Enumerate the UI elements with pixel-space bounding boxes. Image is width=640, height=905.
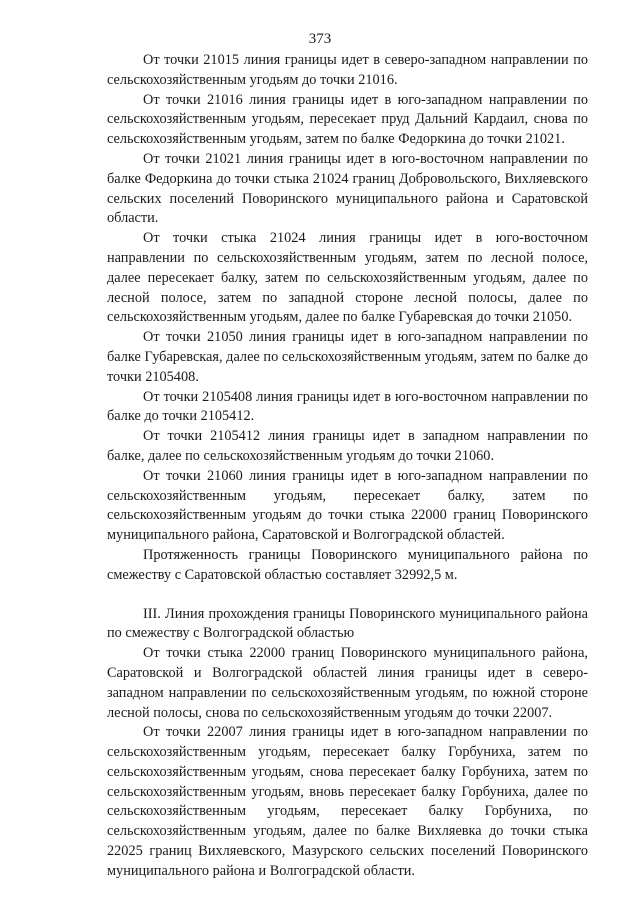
paragraph: От точки 2105412 линия границы идет в западном направлении по балке, далее по сельскохозяйственным угодьям до точки 21060. xyxy=(107,428,588,464)
paragraph: От точки 21050 линия границы идет в юго-западном направлении по балке Губаревская, далее по сельскохозяйственным угодьям, затем по балке до точки 2105408. xyxy=(107,329,588,385)
paragraph: От точки 22007 линия границы идет в юго-западном направлении по сельскохозяйственным угодьям, пересекает балку Горбуниха, затем по сельскохозяйственным угодьям, снова пересекает балку Горбуниха, затем по сельскохозяйственным угодьям, вновь пересекает балку Горбуниха, далее по сельскохозяйственным угодьям, пересекает балку Горбуниха, по сельскохозяйственным угодьям, далее по балке Вихляевка до точки стыка 22025 границ Вихляевского, Мазурского сельских поселений Поворинского муниципального района и Волгоградской области. xyxy=(107,724,588,879)
paragraph: От точки стыка 21024 линия границы идет в юго-восточном направлении по сельскохозяйственным угодьям, затем по лесной полосе, далее пересекает балку, затем по сельскохозяйственным угодьям, далее по лесной полосе, затем по западной стороне лесной полосы, далее по сельскохозяйственным угодьям, далее по балке Губаревская до точки 21050. xyxy=(107,230,588,326)
section-heading: III. Линия прохождения границы Поворинского муниципального района по смежеству с Волгоградской областью xyxy=(107,605,588,642)
paragraph: От точки 2105408 линия границы идет в юго-восточном направлении по балке до точки 2105412. xyxy=(107,388,588,425)
paragraph: От точки 21060 линия границы идет в юго-западном направлении по сельскохозяйственным угодьям, пересекает балку, затем по сельскохозяйственным угодьям до точки стыка 22000 границ Поворинского муниципального района, Саратовской и Волгоградской областей. xyxy=(107,467,588,544)
paragraph: От точки 21021 линия границы идет в юго-восточном направлении по балке Федоркина до точки стыка 21024 границ Добровольского, Вихляевского сельских поселений Поворинского муниципального района и Саратовской области. xyxy=(107,150,588,227)
page-number: 373 xyxy=(308,31,332,47)
paragraph: От точки 21016 линия границы идет в юго-западном направлении по сельскохозяйственным угодьям, пересекает пруд Дальний Кардаил, снова по сельскохозяйственным угодьям, затем по балке Федоркина до точки 21021. xyxy=(107,91,588,148)
paragraph: От точки 21015 линия границы идет в северо-западном направлении по сельскохозяйственным угодьям до точки 21016. xyxy=(107,52,588,88)
border-length-paragraph: Протяженность границы Поворинского муниципального района по смежеству с Саратовской областью составляет 32992,5 м. xyxy=(107,546,588,583)
paragraph: От точки стыка 22000 границ Поворинского муниципального района, Саратовской и Волгоградской областей линия границы идет в северо-западном направлении по сельскохозяйственным угодьям, по южной стороне лесной полосы, снова по сельскохозяйственным угодьям до точки 22007. xyxy=(107,645,588,721)
document-body xyxy=(107,51,588,882)
